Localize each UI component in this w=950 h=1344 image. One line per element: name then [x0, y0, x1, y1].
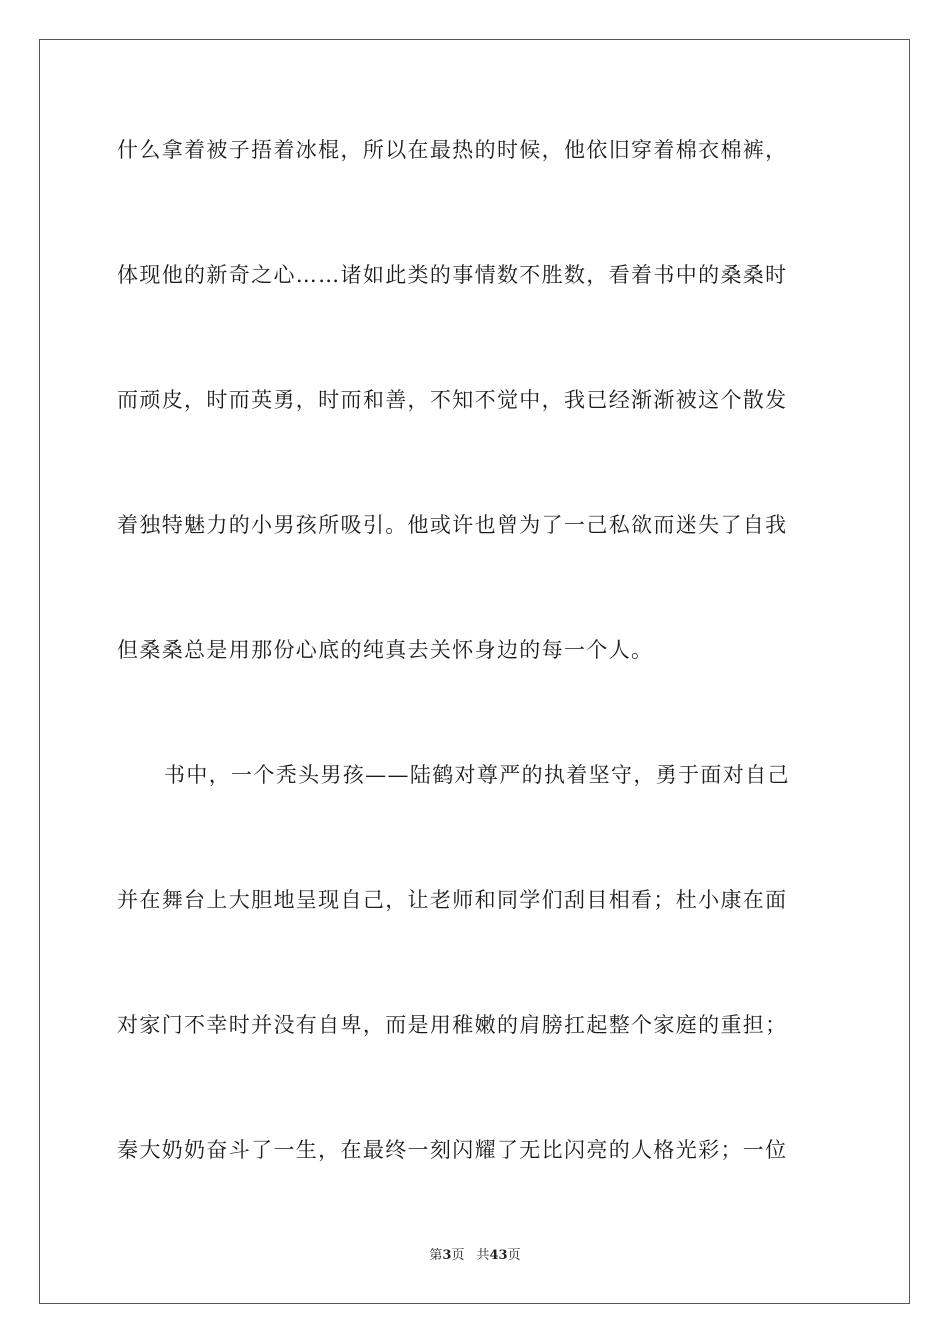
page-number-footer — [0, 1247, 950, 1265]
body-line-5: 但桑桑总是用那份心底的纯真去关怀身边的每一个人。 — [117, 638, 654, 662]
body-line-4: 着独特魅力的小男孩所吸引。他或许也曾为了一己私欲而迷失了自我 — [117, 513, 788, 537]
body-line-8: 对家门不幸时并没有自卑，而是用稚嫩的肩膀扛起整个家庭的重担； — [117, 1013, 788, 1037]
body-line-1: 什么拿着被子捂着冰棍，所以在最热的时候，他依旧穿着棉衣棉裤， — [117, 138, 788, 162]
total-prefix: 共 — [476, 1248, 490, 1263]
total-suffix: 页 — [507, 1248, 521, 1263]
total-page-count: 43 — [489, 1248, 508, 1263]
current-page-number: 3 — [442, 1248, 452, 1263]
body-line-6-paragraph-start: 书中，一个秃头男孩——陆鹤对尊严的执着坚守，勇于面对自己 — [164, 763, 790, 787]
body-line-3: 而顽皮，时而英勇，时而和善，不知不觉中，我已经渐渐被这个散发 — [117, 388, 788, 412]
body-line-7: 并在舞台上大胆地呈现自己，让老师和同学们刮目相看；杜小康在面 — [117, 888, 788, 912]
page-suffix: 页 — [451, 1248, 465, 1263]
body-line-9: 秦大奶奶奋斗了一生，在最终一刻闪耀了无比闪亮的人格光彩；一位 — [117, 1138, 788, 1162]
page-border — [39, 39, 910, 1304]
body-line-2: 体现他的新奇之心……诸如此类的事情数不胜数，看着书中的桑桑时 — [117, 263, 788, 287]
page-prefix: 第 — [429, 1248, 443, 1263]
